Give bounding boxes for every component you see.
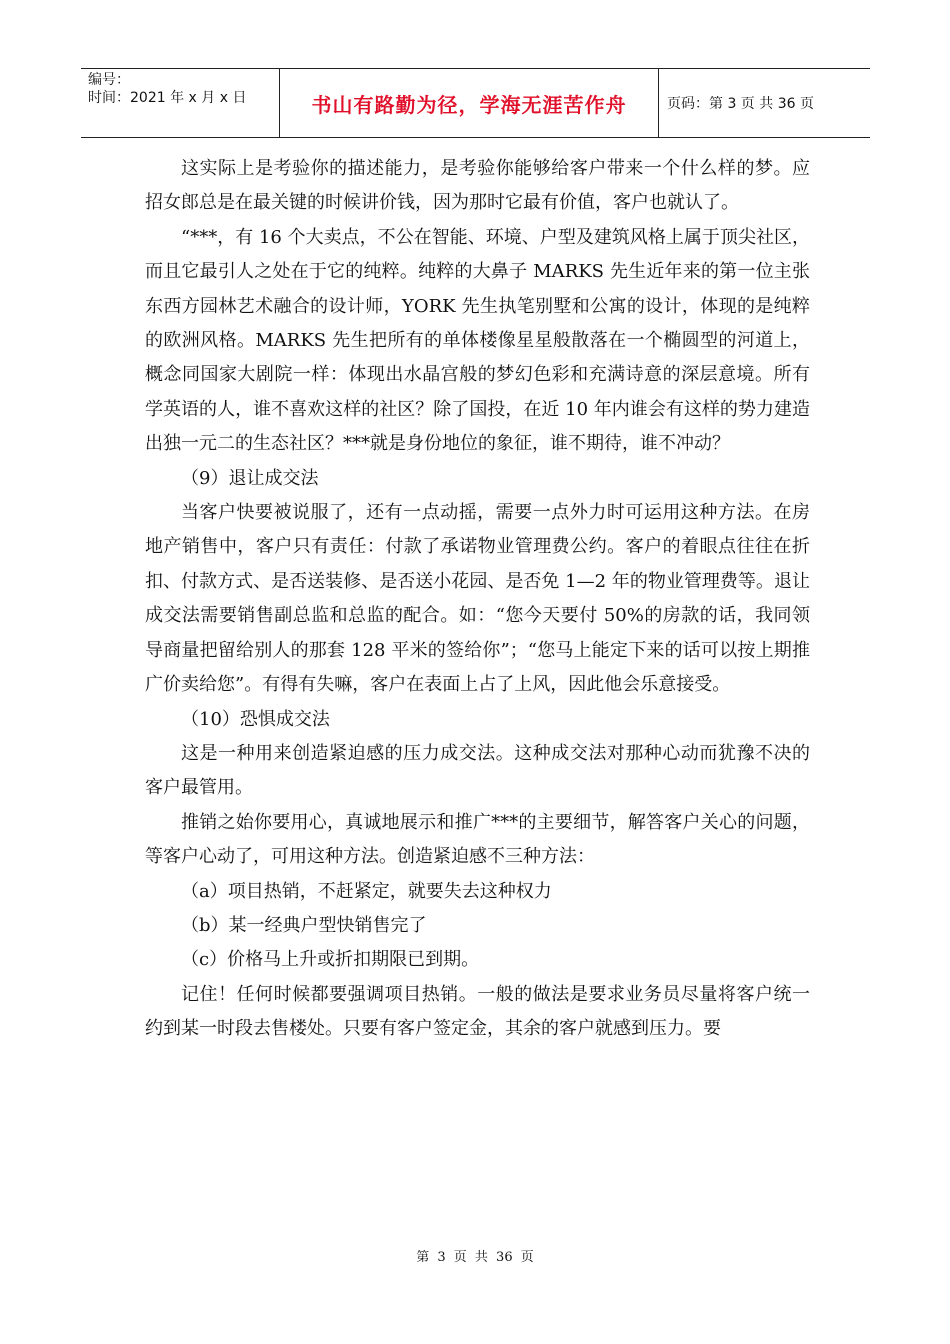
list-item: （b）某一经典户型快销售完了 [181,914,427,936]
page-header [81,68,870,138]
page-footer: 第 3 页 共 36 页 [416,1250,534,1265]
paragraph: 这是一种用来创造紧迫感的压力成交法。这种成交法对那种心动而犹豫不决的客户最管用。 [145,742,810,799]
paragraph: 当客户快要被说服了，还有一点动摇，需要一点外力时可运用这种方法。在房地产销售中，客户只有责任：付款了承诺物业管理费公约。客户的着眼点往往在折扣、付款方式、是否送装修、是否送小花园、是否免 1—2 年的物业管理费等。退让成交法需要销售副总监和总监的配合。如：“您今天要付 50%的房款的话，我同领导商量把留给别人的那套 128 平米的签给你”；“您马上能定下来的话可以按上期推广价卖给您”。有得有失嘛，客户在表面上占了上风，因此他会乐意接受。 [145,502,810,696]
paragraph: 这实际上是考验你的描述能力，是考验你能够给客户带来一个什么样的梦。应招女郎总是在最关键的时候讲价钱，因为那时它最有价值，客户也就认了。 [145,158,810,214]
paragraph: 记住！任何时候都要强调项目热销。一般的做法是要求业务员尽量将客户统一约到某一时段去售楼处。只要有客户签定金，其余的客户就感到压力。要 [145,983,810,1040]
paragraph: 推销之始你要用心，真诚地展示和推广***的主要细节，解答客户关心的问题，等客户心动了，可用这种方法。创造紧迫感不三种方法： [145,811,810,868]
header-motto: 书山有路勤为径，学海无涯苦作舟 [280,69,659,137]
section-heading: （9）退让成交法 [181,467,319,489]
header-page-info: 页码：第 3 页 共 36 页 [667,96,814,112]
section-heading: （10）恐惧成交法 [181,708,330,730]
paragraph: “***，有 16 个大卖点，不公在智能、环境、户型及建筑风格上属于顶尖社区，而且它最引人之处在于它的纯粹。纯粹的大鼻子 MARKS 先生近年来的第一位主张东西方园林艺术融合的设计师，YORK 先生执笔别墅和公寓的设计，体现的是纯粹的欧洲风格。MARKS 先生把所有的单体楼像星星般散落在一个椭圆型的河道上，概念同国家大剧院一样：体现出水晶宫般的梦幻色彩和充满诗意的深层意境。所有学英语的人，谁不喜欢这样的社区？除了国投，在近 10 年内谁会有这样的势力建造出独一元二的生态社区？***就是身份地位的象征，谁不期待，谁不冲动？ [145,226,810,455]
document-body [145,152,810,1047]
header-meta [81,69,280,137]
list-item: （a）项目热销，不赶紧定，就要失去这种权力 [181,880,552,902]
list-item: （c）价格马上升或折扣期限已到期。 [181,949,480,971]
serial-label: 编号： [88,72,130,88]
date-line: 时间：2021 年 x 月 x 日 [88,90,247,106]
